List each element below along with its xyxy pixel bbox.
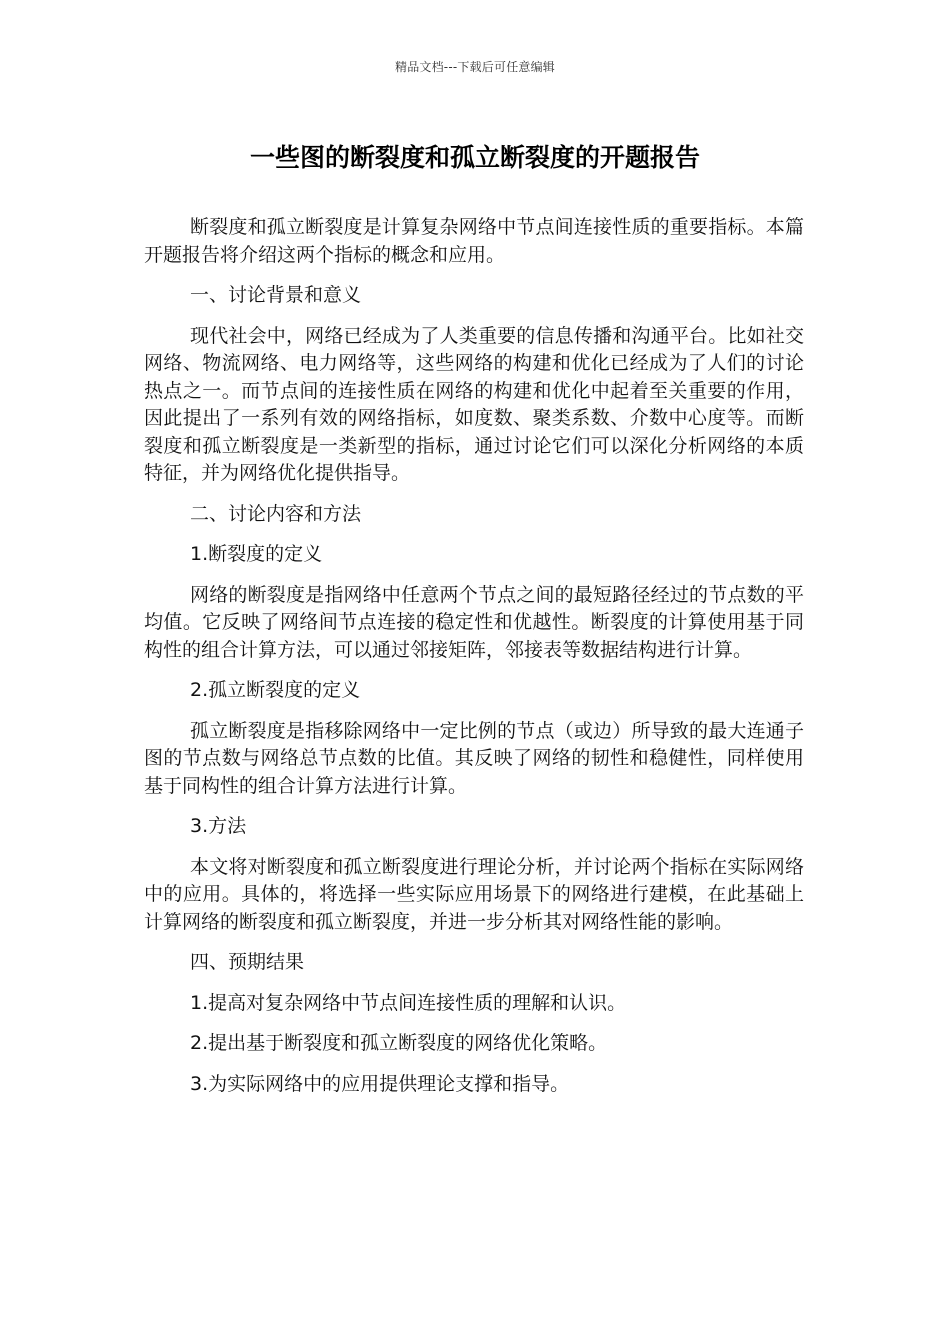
- intro-paragraph: 断裂度和孤立断裂度是计算复杂网络中节点间连接性质的重要指标。本篇开题报告将介绍这两个指标的概念和应用。: [144, 216, 804, 266]
- document-body: [144, 214, 804, 1111]
- page-header: 精品文档---下载后可任意编辑: [395, 60, 555, 74]
- background-paragraph: 现代社会中，网络已经成为了人类重要的信息传播和沟通平台。比如社交网络、物流网络、电力网络等，这些网络的构建和优化已经成为了人们的讨论热点之一。而节点间的连接性质在网络的构建和优化中起着至关重要的作用，因此提出了一系列有效的网络指标，如度数、聚类系数、介数中心度等。而断裂度和孤立断裂度是一类新型的指标，通过讨论它们可以深化分析网络的本质特征，并为网络优化提供指导。: [144, 324, 804, 484]
- expected-result-item: 1.提高对复杂网络中节点间连接性质的理解和认识。: [190, 991, 627, 1014]
- subheading-method: 3.方法: [190, 815, 247, 837]
- method-paragraph: 本文将对断裂度和孤立断裂度进行理论分析，并讨论两个指标在实际网络中的应用。具体的，将选择一些实际应用场景下的网络进行建模，在此基础上计算网络的断裂度和孤立断裂度，并进一步分析其对网络性能的影响。: [144, 855, 804, 933]
- expected-result-item: 3.为实际网络中的应用提供理论支撑和指导。: [190, 1072, 570, 1095]
- section-heading-background: 一、讨论背景和意义: [190, 284, 362, 306]
- subheading-isolated-fragmentation-definition: 2.孤立断裂度的定义: [190, 679, 361, 701]
- section-heading-expected-results: 四、预期结果: [190, 951, 305, 973]
- isolated-fragmentation-paragraph: 孤立断裂度是指移除网络中一定比例的节点（或边）所导致的最大连通子图的节点数与网络总节点数的比值。其反映了网络的韧性和稳健性，同样使用基于同构性的组合计算方法进行计算。: [144, 719, 804, 797]
- section-heading-content: 二、讨论内容和方法: [190, 502, 362, 525]
- document-title: 一些图的断裂度和孤立断裂度的开题报告: [249, 143, 700, 172]
- subheading-fragmentation-definition: 1.断裂度的定义: [190, 543, 323, 565]
- expected-result-item: 2.提出基于断裂度和孤立断裂度的网络优化策略。: [190, 1032, 608, 1054]
- fragmentation-definition-paragraph: 网络的断裂度是指网络中任意两个节点之间的最短路径经过的节点数的平均值。它反映了网络间节点连接的稳定性和优越性。断裂度的计算使用基于同构性的组合计算方法，可以通过邻接矩阵，邻接表等数据结构进行计算。: [144, 583, 804, 661]
